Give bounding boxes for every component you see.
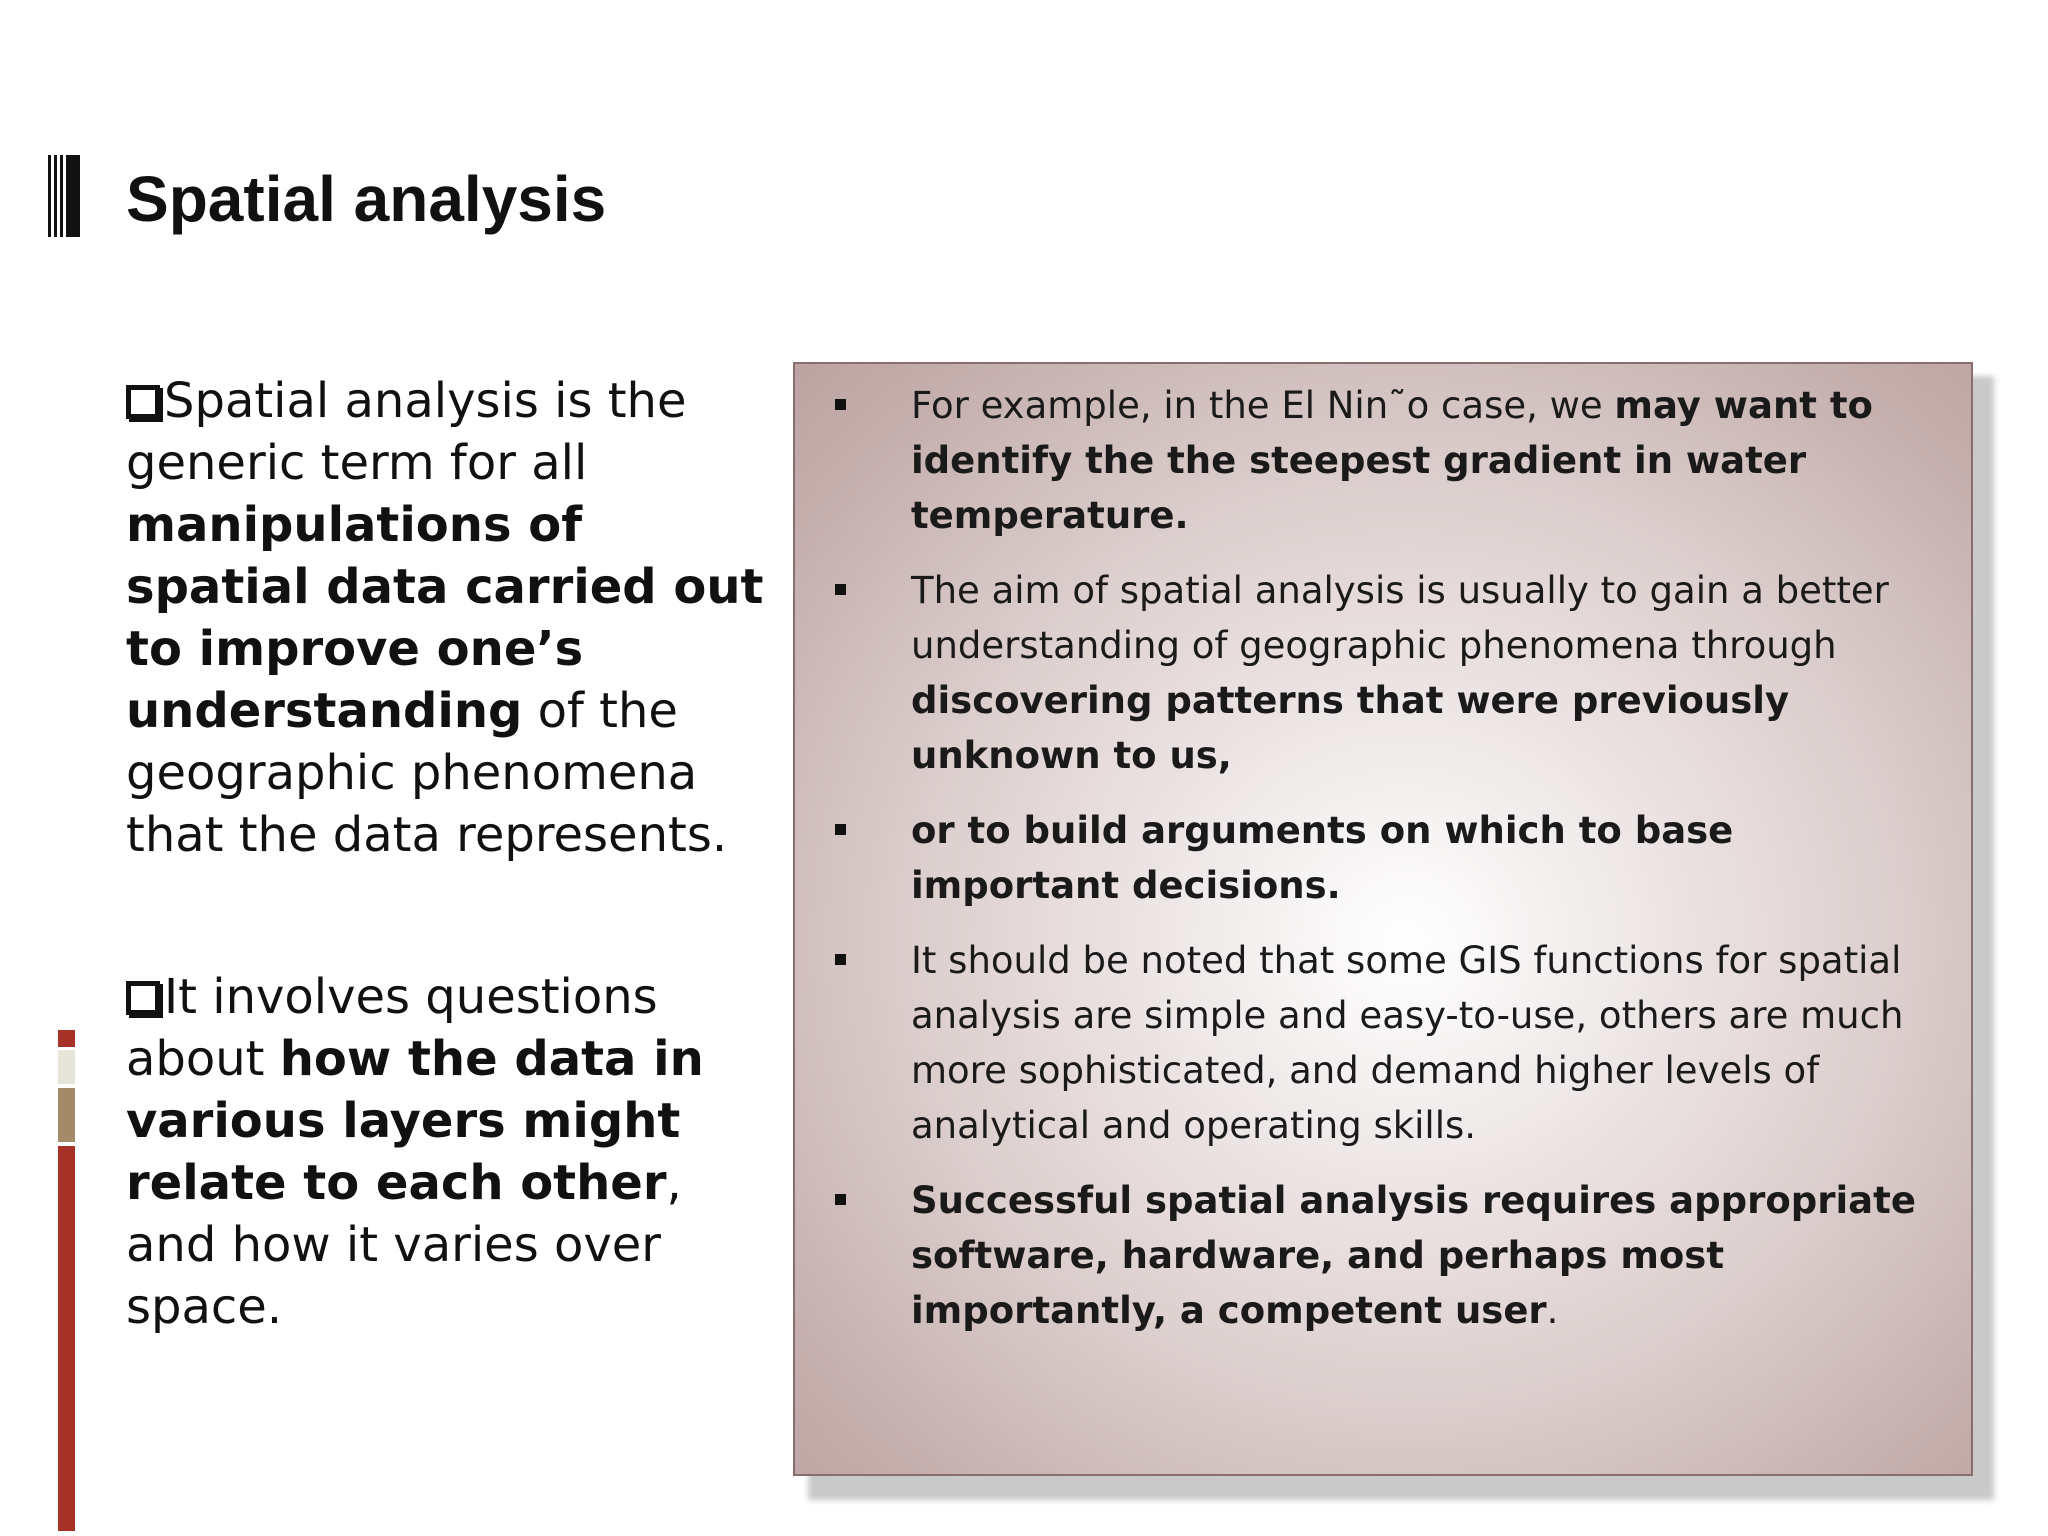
- item-text: The aim of spatial analysis is usually to gain a better understanding of geographic phenomena through: [911, 569, 1889, 667]
- square-bullet-icon: [835, 1194, 846, 1205]
- left-p1-text-a: Spatial analysis is the generic term for all: [126, 373, 687, 491]
- list-item: [795, 933, 1965, 1153]
- left-paragraph-questions: [126, 966, 766, 1338]
- item-text-bold: Successful spatial analysis requires appropriate software, hardware, and perhaps most importantly, a competent user: [911, 1179, 1916, 1332]
- vertical-bars-icon: [48, 155, 80, 237]
- list-item: [795, 803, 1965, 913]
- left-p2-text-bold: how the data in various layers might relate to each other: [126, 1031, 704, 1211]
- list-item: [795, 563, 1965, 783]
- note-box: [793, 362, 1973, 1476]
- decorative-bar-tan: [58, 1088, 75, 1142]
- item-text-bold: or to build arguments on which to base important decisions.: [911, 809, 1734, 907]
- slide-title: Spatial analysis: [126, 163, 607, 235]
- left-paragraph-definition: [126, 370, 766, 866]
- checkbox-icon: [126, 981, 160, 1015]
- item-text: .: [1546, 1289, 1559, 1332]
- square-bullet-icon: [835, 824, 846, 835]
- square-bullet-icon: [835, 584, 846, 595]
- square-bullet-icon: [835, 399, 846, 410]
- item-text-bold: discovering patterns that were previously unknown to us,: [911, 679, 1790, 777]
- checkbox-icon: [126, 385, 160, 419]
- decorative-bar-red-top: [58, 1030, 75, 1047]
- left-p1-text-bold: manipulations of spatial data carried out to improve one’s understanding: [126, 497, 764, 739]
- bullet-list: [795, 378, 1965, 1358]
- list-item: [795, 378, 1965, 543]
- square-bullet-icon: [835, 954, 846, 965]
- left-p2-text-c: , and how it varies over space.: [126, 1155, 682, 1335]
- decorative-bar-red-bottom: [58, 1146, 75, 1531]
- left-column: [126, 370, 766, 1438]
- list-item: [795, 1173, 1965, 1338]
- item-text: For example, in the El Nin˜o case, we: [911, 384, 1615, 427]
- decorative-bar-cream: [58, 1050, 75, 1084]
- left-p2-text-a: It involves questions about: [126, 969, 658, 1087]
- item-text: It should be noted that some GIS functions for spatial analysis are simple and easy-to-use, others are much more sophisticated, and demand higher levels of analytical and operating skills.: [911, 939, 1904, 1147]
- left-p1-text-c: of the geographic phenomena that the data represents.: [126, 683, 728, 863]
- item-text-bold: may want to identify the the steepest gradient in water temperature.: [911, 384, 1873, 537]
